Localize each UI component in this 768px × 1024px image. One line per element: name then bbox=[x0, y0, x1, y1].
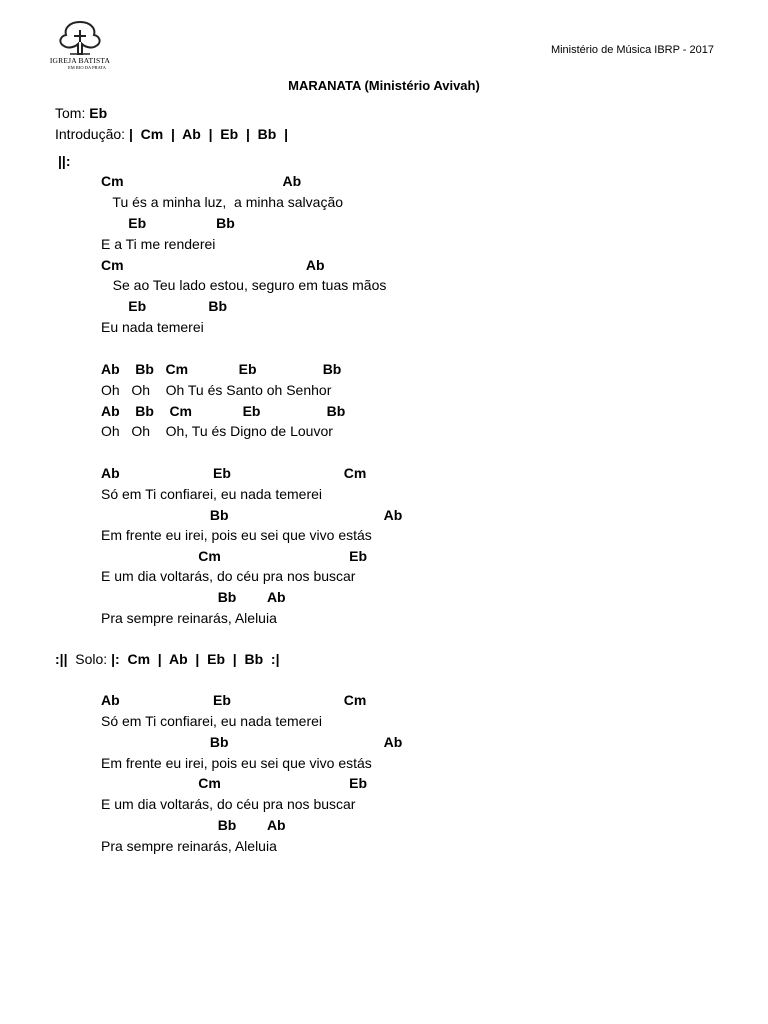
lyric-line: E um dia voltarás, do céu pra nos buscar bbox=[101, 568, 356, 584]
solo-label: Solo: bbox=[67, 651, 112, 667]
chord-line: Cm Ab bbox=[101, 173, 302, 189]
logo-text-line2: EM RIO DA PRATA bbox=[68, 65, 107, 70]
chord-line: Bb Ab bbox=[101, 817, 286, 833]
chord-line: Bb Ab bbox=[101, 507, 403, 523]
lyric-line: Só em Ti confiarei, eu nada temerei bbox=[101, 486, 323, 502]
lyric-line: Eu nada temerei bbox=[101, 319, 204, 335]
chord-line: Cm Eb bbox=[101, 548, 368, 564]
key-line bbox=[55, 105, 107, 122]
lyric-line: Tu és a minha luz, a minha salvação bbox=[101, 194, 344, 210]
chord-line: Bb Ab bbox=[101, 589, 286, 605]
chord-line: Cm Eb bbox=[101, 775, 368, 791]
lyric-line: Oh Oh Oh, Tu és Digno de Louvor bbox=[101, 423, 333, 439]
solo-chords: |: Cm | Ab | Eb | Bb :| bbox=[111, 651, 280, 667]
repeat-end: :|| bbox=[55, 651, 68, 667]
repeat-start: ||: bbox=[58, 153, 71, 169]
ministry-header: Ministério de Música IBRP - 2017 bbox=[550, 44, 714, 56]
chord-line: Ab Eb Cm bbox=[101, 692, 367, 708]
key-value: Eb bbox=[89, 105, 108, 121]
lyric-line: Só em Ti confiarei, eu nada temerei bbox=[101, 713, 323, 729]
chord-line: Eb Bb bbox=[101, 298, 228, 314]
chord-line: Ab Bb Cm Eb Bb bbox=[101, 403, 346, 419]
church-tree-icon bbox=[48, 18, 112, 58]
solo-line bbox=[55, 651, 280, 668]
intro-label: Introdução: bbox=[55, 126, 129, 142]
lyric-line: Se ao Teu lado estou, seguro em tuas mãos bbox=[101, 277, 387, 293]
lyric-line: Oh Oh Oh Tu és Santo oh Senhor bbox=[101, 382, 332, 398]
intro-line bbox=[55, 126, 288, 143]
chord-line: Ab Eb Cm bbox=[101, 465, 367, 481]
song-title: MARANATA (Ministério Avivah) bbox=[288, 78, 480, 93]
intro-chords: | Cm | Ab | Eb | Bb | bbox=[128, 126, 289, 142]
lyric-line: E um dia voltarás, do céu pra nos buscar bbox=[101, 796, 356, 812]
lyric-line: Em frente eu irei, pois eu sei que vivo estás bbox=[101, 755, 372, 771]
chord-line: Ab Bb Cm Eb Bb bbox=[101, 361, 342, 377]
logo-text-line1: IGREJA BATISTA bbox=[49, 56, 111, 65]
lyric-line: Pra sempre reinarás, Aleluia bbox=[101, 610, 277, 626]
lyric-line: Em frente eu irei, pois eu sei que vivo estás bbox=[101, 527, 372, 543]
church-logo bbox=[48, 18, 112, 72]
chord-line: Eb Bb bbox=[101, 215, 235, 231]
key-label: Tom: bbox=[55, 105, 90, 121]
lyric-line: Pra sempre reinarás, Aleluia bbox=[101, 838, 277, 854]
chord-line: Bb Ab bbox=[101, 734, 403, 750]
chord-line: Cm Ab bbox=[101, 257, 325, 273]
lyric-line: E a Ti me renderei bbox=[101, 236, 216, 252]
